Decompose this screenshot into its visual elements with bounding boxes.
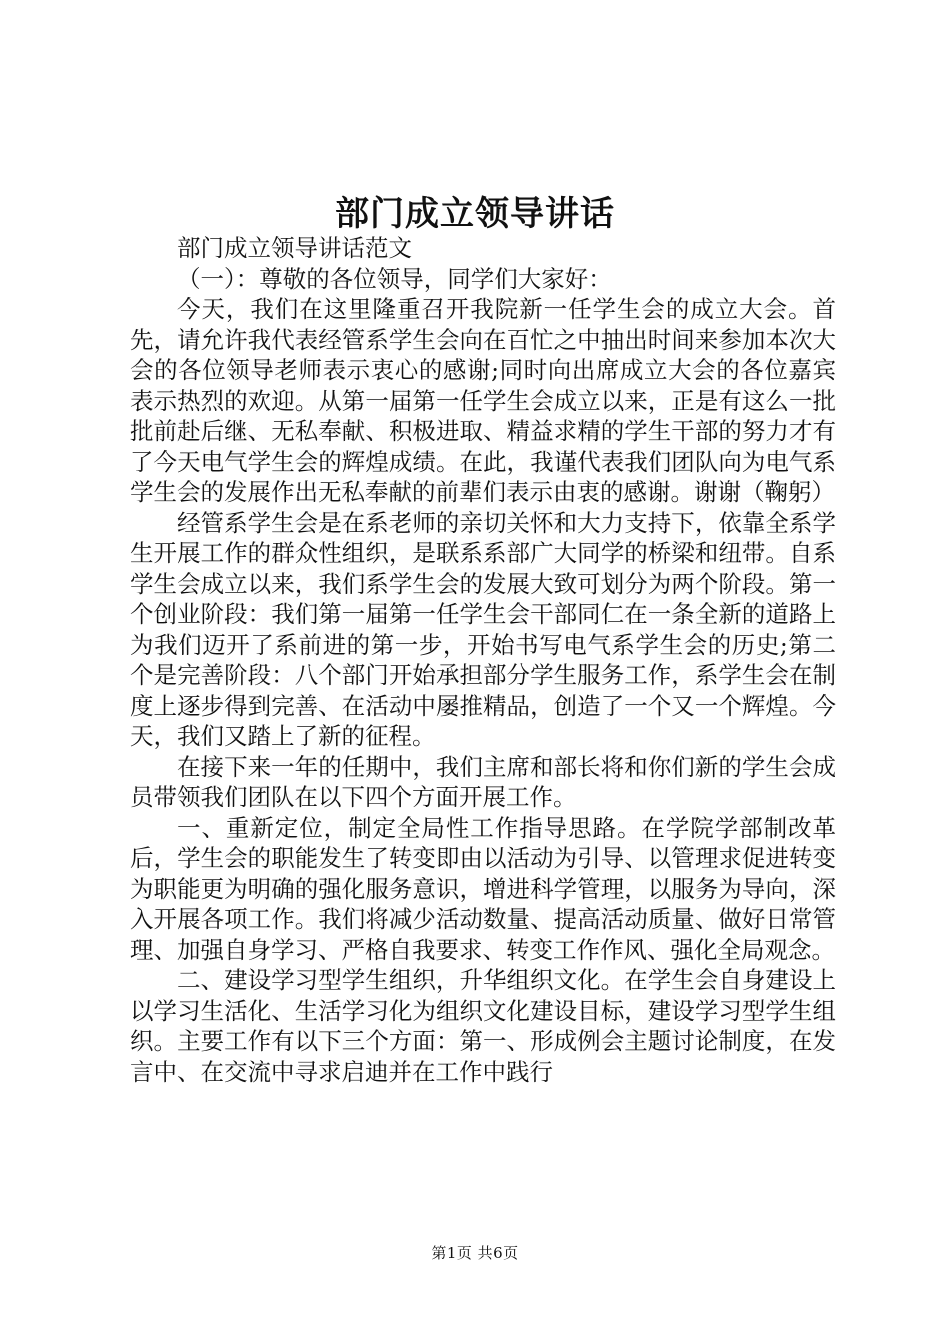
paragraph: 今天，我们在这里隆重召开我院新一任学生会的成立大会。首先，请允许我代表经管系学生会向在百忙之中抽出时间来参加本次大会的各位领导老师表示衷心的感谢;同时向出席成立大会的各位嘉宾表示热烈的欢迎。从第一届第一任学生会成立以来，正是有这么一批批前赴后继、无私奉献、积极进取、精益求精的学生干部的努力才有了今天电气学生会的辉煌成绩。在此，我谨代表我们团队向为电气系学生会的发展作出无私奉献的前辈们表示由衷的感谢。谢谢（鞠躬） [130, 295, 836, 506]
paragraph: 在接下来一年的任期中，我们主席和部长将和你们新的学生会成员带领我们团队在以下四个方面开展工作。 [130, 752, 836, 811]
document-title: 部门成立领导讲话 [335, 194, 615, 234]
document-body [130, 233, 836, 1087]
paragraph: 一、重新定位，制定全局性工作指导思路。在学院学部制改革后，学生会的职能发生了转变即由以活动为引导、以管理求促进转变为职能更为明确的强化服务意识，增进科学管理，以服务为导向，深入开展各项工作。我们将减少活动数量、提高活动质量、做好日常管理、加强自身学习、严格自我要求、转变工作作风、强化全局观念。 [130, 813, 836, 964]
paragraph: 二、建设学习型学生组织，升华组织文化。在学生会自身建设上以学习生活化、生活学习化为组织文化建设目标，建设学习型学生组织。主要工作有以下三个方面：第一、形成例会主题讨论制度，在发言中、在交流中寻求启迪并在工作中践行 [130, 966, 836, 1086]
paragraph: 部门成立领导讲话范文 [177, 234, 412, 262]
page-footer: 第1页 共6页 [431, 1244, 519, 1262]
paragraph: （一）：尊敬的各位领导，同学们大家好： [177, 264, 612, 293]
paragraph: 经管系学生会是在系老师的亲切关怀和大力支持下，依靠全系学生开展工作的群众性组织，是联系系部广大同学的桥梁和纽带。自系学生会成立以来，我们系学生会的发展大致可划分为两个阶段。第一个创业阶段：我们第一届第一任学生会干部同仁在一条全新的道路上为我们迈开了系前进的第一步，开始书写电气系学生会的历史;第二个是完善阶段：八个部门开始承担部分学生服务工作，系学生会在制度上逐步得到完善、在活动中屡推精品，创造了一个又一个辉煌。今天，我们又踏上了新的征程。 [130, 508, 836, 750]
